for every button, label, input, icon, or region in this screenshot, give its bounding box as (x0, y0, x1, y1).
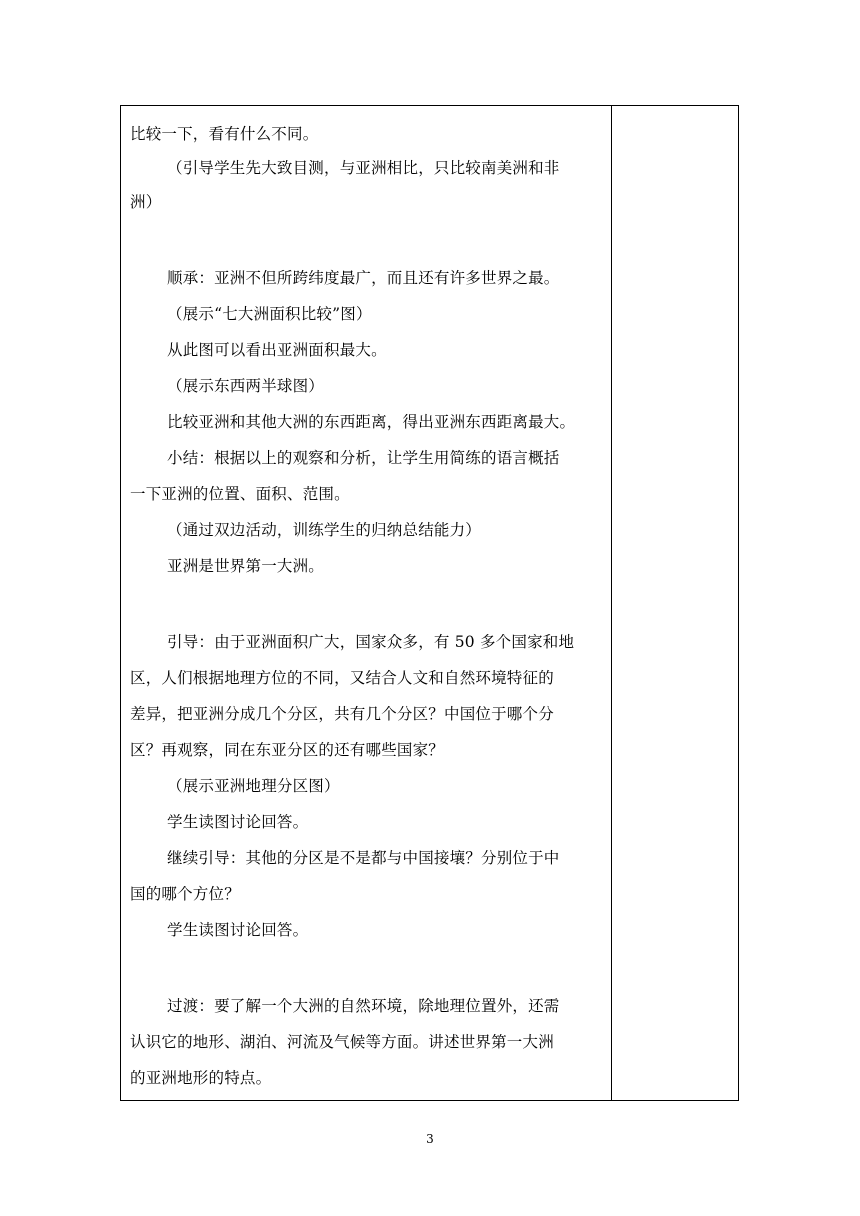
text-line: 洲） (130, 193, 162, 211)
text-line: 一下亚洲的位置、面积、范围。 (130, 485, 350, 503)
text-line: 学生读图讨论回答。 (167, 813, 309, 831)
notes-cell (612, 106, 738, 1100)
text-line: 从此图可以看出亚洲面积最大。 (167, 341, 387, 359)
text-line: （通过双边活动，训练学生的归纳总结能力） (167, 521, 482, 539)
text-line: 比较一下，看有什么不同。 (130, 125, 319, 143)
text-line: 认识它的地形、湖泊、河流及气候等方面。讲述世界第一大洲 (130, 1033, 554, 1051)
text-line: 比较亚洲和其他大洲的东西距离，得出亚洲东西距离最大。 (167, 413, 576, 431)
text-line: （展示“七大洲面积比较”图） (167, 305, 372, 323)
text-line: 亚洲是世界第一大洲。 (167, 557, 325, 575)
text-line: 小结：根据以上的观察和分析，让学生用简练的语言概括 (167, 449, 560, 467)
lesson-table (120, 105, 739, 1101)
text-line: 区？再观察，同在东亚分区的还有哪些国家？ (130, 741, 445, 759)
text-line: （引导学生先大致目测，与亚洲相比，只比较南美洲和非 (167, 159, 560, 177)
text-line: 学生读图讨论回答。 (167, 921, 309, 939)
content-cell (121, 106, 611, 1100)
text-line: 国的哪个方位？ (130, 885, 240, 903)
text-line: 差异，把亚洲分成几个分区，共有几个分区？中国位于哪个分 (130, 705, 554, 723)
text-line: 引导：由于亚洲面积广大，国家众多，有 50 多个国家和地 (167, 633, 575, 651)
text-line: 顺承：亚洲不但所跨纬度最广，而且还有许多世界之最。 (167, 269, 560, 287)
text-line: （展示东西两半球图） (167, 377, 325, 395)
text-line: （展示亚洲地理分区图） (167, 777, 340, 795)
text-line: 的亚洲地形的特点。 (130, 1069, 272, 1087)
text-line: 过渡：要了解一个大洲的自然环境，除地理位置外，还需 (167, 997, 560, 1015)
text-line: 区，人们根据地理方位的不同，又结合人文和自然环境特征的 (130, 669, 554, 687)
text-line: 继续引导：其他的分区是不是都与中国接壤？分别位于中 (167, 849, 560, 867)
page-number: 3 (426, 1132, 434, 1146)
